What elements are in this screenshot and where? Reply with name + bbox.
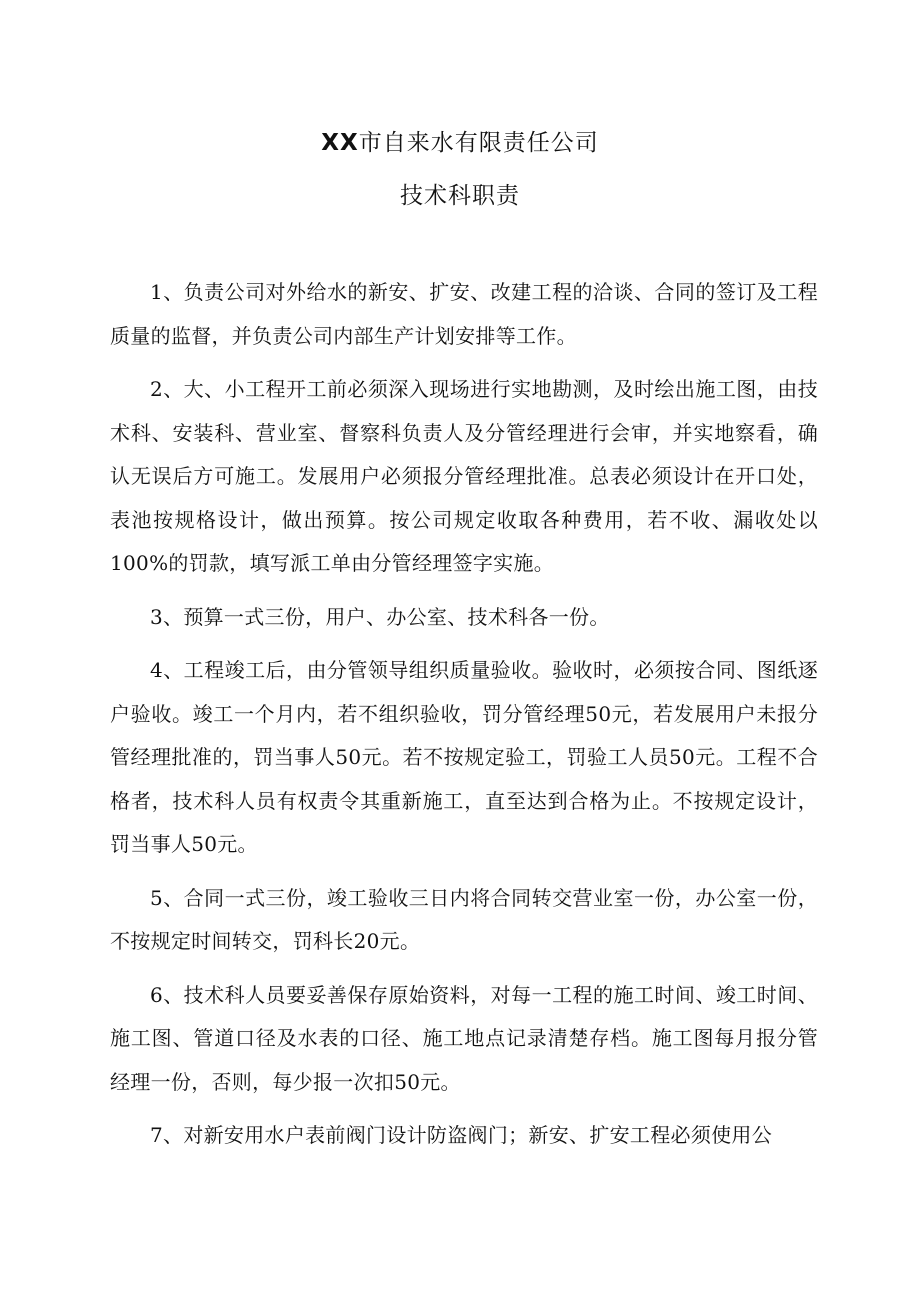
paragraph-3: 3、预算一式三份，用户、办公室、技术科各一份。 [150,604,610,629]
paragraph-2: 2、大、小工程开工前必须深入现场进行实地勘测，及时绘出施工图，由技术科、安装科、营业室、督察科负责人及分管经理进行会审，并实地察看，确认无误后方可施工。发展用户必须报分管经理批准。总表必须设计在开口处，表池按规格设计，做出预算。按公司规定收取各种费用，若不收、漏收处以100%的罚款，填写派工单由分管经理签字实施。 [110,377,818,575]
paragraph-4: 4、工程竣工后，由分管领导组织质量验收。验收时，必须按合同、图纸逐户验收。竣工一个月内，若不组织验收，罚分管经理50元，若发展用户未报分管经理批准的，罚当事人50元。若不按规定验工，罚验工人员50元。工程不合格者，技术科人员有权责令其重新施工，直至达到合格为止。不按规定设计，罚当事人50元。 [110,658,818,856]
company-title [0,128,920,158]
document-subtitle: 技术科职责 [400,183,520,209]
document-body [110,271,818,1168]
paragraph-1: 1、负责公司对外给水的新安、扩安、改建工程的洽谈、合同的签订及工程质量的监督，并负责公司内部生产计划安排等工作。 [110,280,818,348]
paragraph-7: 7、对新安用水户表前阀门设计防盗阀门；新安、扩安工程必须使用公 [150,1123,773,1147]
paragraph-5: 5、合同一式三份，竣工验收三日内将合同转交营业室一份，办公室一份，不按规定时间转交，罚科长20元。 [110,885,818,953]
company-title-prefix: XX [321,130,359,156]
company-title-name: 市自来水有限责任公司 [358,130,599,156]
paragraph-6: 6、技术科人员要妥善保存原始资料，对每一工程的施工时间、竣工时间、施工图、管道口径及水表的口径、施工地点记录清楚存档。施工图每月报分管经理一份，否则，每少报一次扣50元。 [110,982,818,1094]
